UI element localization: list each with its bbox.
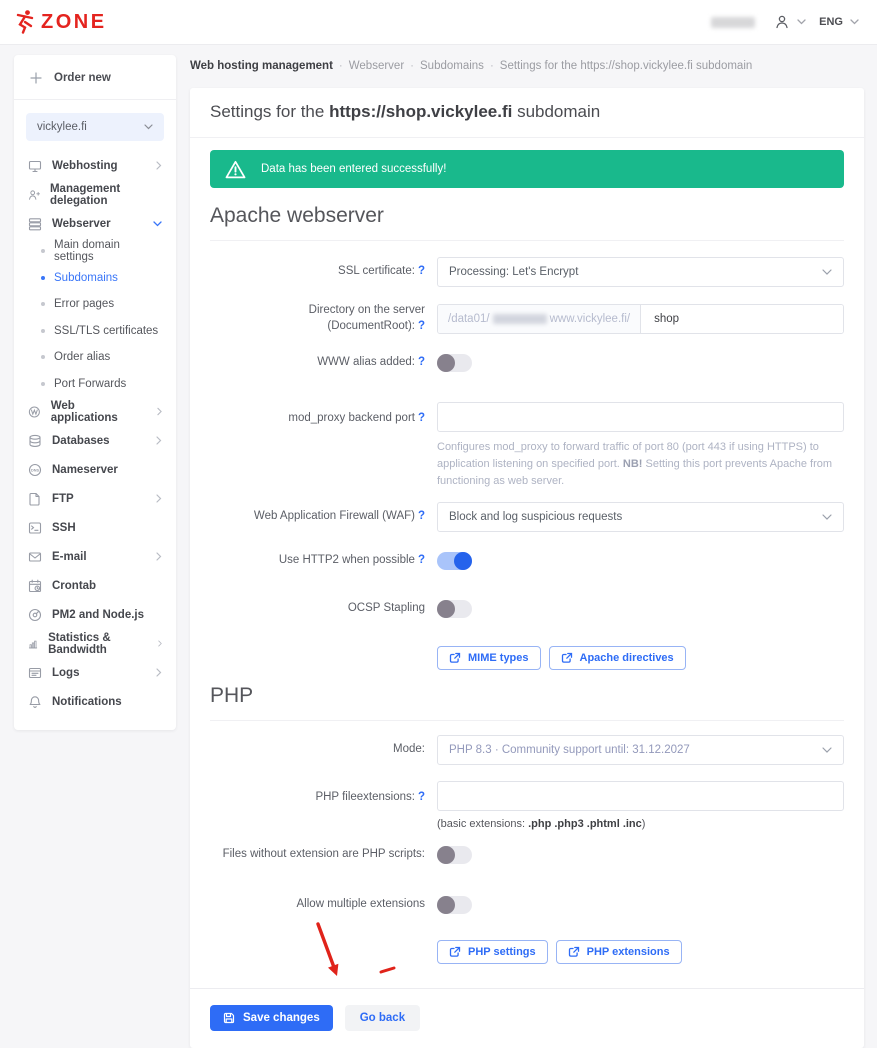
bar-chart-icon — [28, 637, 38, 651]
sidebar-item-web-applications[interactable] — [14, 397, 176, 426]
help-icon[interactable]: ? — [417, 510, 425, 523]
sidebar — [14, 55, 176, 730]
chevron-down-icon[interactable] — [850, 19, 859, 25]
sidebar-item-webserver[interactable] — [14, 209, 176, 238]
file-icon — [28, 492, 42, 506]
main-card — [190, 88, 864, 1048]
sidebar-item-email[interactable] — [14, 542, 176, 571]
language-selector[interactable]: ENG — [819, 16, 843, 28]
sidebar-item-webhosting[interactable] — [14, 151, 176, 180]
sidebar-item-nameserver[interactable] — [14, 455, 176, 484]
ssl-certificate-select[interactable] — [437, 257, 844, 287]
external-link-icon — [561, 652, 573, 664]
chevron-right-icon — [156, 494, 162, 503]
sidebar-subitem-order-alias[interactable] — [14, 344, 176, 371]
php-fileextensions-input[interactable] — [437, 781, 844, 811]
field-label: OCSP Stapling — [347, 602, 425, 615]
bullet-icon — [41, 355, 45, 359]
section-heading-apache: Apache webserver — [210, 204, 844, 241]
sidebar-item-label: Logs — [52, 666, 80, 679]
chevron-down-icon — [822, 514, 832, 520]
person-plus-icon — [28, 188, 40, 202]
sidebar-item-logs[interactable] — [14, 658, 176, 687]
plus-icon — [30, 72, 42, 84]
form-row-noext-scripts — [210, 846, 844, 864]
breadcrumb-item-current: Settings for the https://shop.vickylee.fi subdomain — [499, 60, 753, 72]
documentroot-field — [437, 304, 844, 334]
page-title-text: subdomain — [512, 102, 601, 121]
envelope-icon — [28, 550, 42, 564]
apache-directives-button[interactable]: Apache directives — [549, 646, 686, 670]
redacted-path — [493, 314, 547, 324]
bullet-icon — [41, 302, 45, 306]
breadcrumb-separator: · — [338, 60, 343, 72]
form-row-http2 — [210, 552, 844, 570]
sidebar-item-statistics-bandwidth[interactable] — [14, 629, 176, 658]
field-label: Files without extension are PHP scripts: — [222, 848, 425, 861]
sidebar-subitem-main-domain-settings[interactable] — [14, 238, 176, 265]
ocsp-toggle[interactable] — [437, 600, 472, 618]
breadcrumb-item[interactable]: Webserver — [348, 60, 405, 72]
domain-selector[interactable] — [26, 113, 164, 141]
sidebar-subitem-label: Error pages — [54, 298, 115, 311]
server-icon — [28, 217, 42, 231]
chevron-right-icon — [156, 161, 162, 170]
form-row-ocsp — [210, 600, 844, 618]
help-icon[interactable]: ? — [417, 356, 425, 369]
help-icon[interactable]: ? — [417, 319, 425, 332]
external-link-icon — [568, 946, 580, 958]
multiple-extensions-toggle[interactable] — [437, 896, 472, 914]
svg-text:DNS: DNS — [30, 468, 40, 472]
chevron-down-icon — [153, 221, 162, 227]
noext-scripts-toggle[interactable] — [437, 846, 472, 864]
logo-text: ZONE — [41, 10, 107, 33]
user-icon[interactable] — [774, 14, 790, 30]
waf-select[interactable] — [437, 502, 844, 532]
sidebar-item-label: Nameserver — [52, 463, 118, 476]
database-icon — [28, 434, 42, 448]
chevron-down-icon[interactable] — [797, 19, 806, 25]
bullet-icon — [41, 276, 45, 280]
field-label: mod_proxy backend port ? — [288, 412, 425, 425]
chevron-right-icon — [156, 436, 162, 445]
external-link-icon — [449, 652, 461, 664]
sidebar-subitem-ssl-tls-certificates[interactable] — [14, 318, 176, 345]
field-label: Allow multiple extensions — [296, 898, 425, 911]
apache-buttons-row — [437, 646, 844, 670]
form-row-waf — [210, 502, 844, 532]
toggle-knob — [437, 846, 455, 864]
documentroot-prefix: /data01/ www.vickylee.fi/ — [438, 305, 641, 333]
breadcrumb-separator: · — [489, 60, 494, 72]
form-row-multiple-extensions — [210, 896, 844, 914]
php-mode-value: PHP 8.3 · Community support until: 31.12.2027 — [449, 744, 690, 757]
monitor-icon — [28, 159, 42, 173]
sidebar-item-label: SSH — [52, 521, 76, 534]
help-icon[interactable]: ? — [417, 554, 425, 567]
external-link-icon — [449, 946, 461, 958]
form-row-modproxy-port — [210, 402, 844, 490]
php-fileextensions-help: (basic extensions: .php .php3 .phtml .inc) — [437, 818, 646, 831]
field-label: Use HTTP2 when possible ? — [278, 554, 425, 567]
sidebar-item-label: Databases — [52, 434, 110, 447]
help-icon[interactable]: ? — [417, 791, 425, 804]
sidebar-item-label: E-mail — [52, 550, 87, 563]
bullet-icon — [41, 382, 45, 386]
toggle-knob — [454, 552, 472, 570]
bell-icon — [28, 695, 42, 709]
save-changes-button[interactable]: Save changes — [210, 1005, 333, 1031]
modproxy-help-text: Configures mod_proxy to forward traffic of port 80 (port 443 if using HTTPS) to application listening on specified port. NB! Setting this port prevents Apache from functioning as web server. — [437, 441, 833, 488]
www-alias-toggle[interactable] — [437, 354, 472, 372]
sidebar-subitem-port-forwards[interactable] — [14, 371, 176, 398]
sidebar-item-label: Management delegation — [49, 182, 121, 207]
php-settings-button[interactable]: PHP settings — [437, 940, 548, 964]
bullet-icon — [41, 249, 45, 253]
calendar-clock-icon — [28, 579, 42, 593]
chevron-right-icon — [156, 552, 162, 561]
sidebar-subitem-subdomains[interactable] — [14, 265, 176, 292]
logs-icon — [28, 666, 42, 680]
success-alert — [210, 150, 844, 188]
top-bar — [0, 0, 877, 45]
sidebar-item-label: FTP — [52, 492, 74, 505]
section-heading-php: PHP — [210, 684, 844, 721]
page-title — [190, 88, 864, 138]
field-label: WWW alias added: ? — [317, 356, 425, 369]
breadcrumb-item[interactable]: Web hosting management — [190, 60, 333, 72]
form-row-php-fileextensions — [210, 781, 844, 830]
chevron-down-icon — [822, 269, 832, 275]
sidebar-item-label: Notifications — [52, 695, 122, 708]
sidebar-item-label: Web applications — [50, 399, 118, 424]
chevron-right-icon — [157, 407, 162, 416]
php-extensions-button[interactable]: PHP extensions — [556, 940, 682, 964]
toggle-knob — [437, 896, 455, 914]
breadcrumb-separator: · — [410, 60, 414, 72]
sidebar-item-label: Statistics & Bandwidth — [48, 631, 111, 656]
mime-types-button[interactable]: MIME types — [437, 646, 541, 670]
toggle-knob — [437, 354, 455, 372]
sidebar-subitem-label: SSL/TLS certificates — [54, 324, 159, 337]
order-new-label: Order new — [54, 72, 111, 84]
save-icon — [223, 1012, 235, 1024]
warning-triangle-icon — [225, 160, 246, 179]
domain-selector-value: vickylee.fi — [37, 121, 87, 133]
breadcrumb-item[interactable]: Subdomains — [420, 60, 484, 72]
sidebar-item-label: Webserver — [52, 217, 111, 230]
help-icon[interactable]: ? — [417, 265, 425, 278]
sidebar-subitem-error-pages[interactable] — [14, 291, 176, 318]
documentroot-input[interactable] — [641, 305, 843, 333]
field-label: PHP fileextensions: ? — [315, 791, 425, 804]
http2-toggle[interactable] — [437, 552, 472, 570]
breadcrumb — [190, 60, 870, 72]
sidebar-subitem-label: Subdomains — [54, 271, 118, 284]
redacted-username — [711, 17, 755, 28]
sidebar-item-label: PM2 and Node.js — [52, 608, 145, 621]
help-icon[interactable]: ? — [417, 412, 425, 425]
sidebar-item-databases[interactable] — [14, 426, 176, 455]
ssl-certificate-value: Processing: Let's Encrypt — [449, 266, 579, 278]
go-back-button[interactable]: Go back — [345, 1005, 420, 1031]
sidebar-subitem-label: Order alias — [54, 351, 111, 364]
chevron-down-icon — [144, 124, 153, 130]
sidebar-item-pm2-nodejs[interactable] — [14, 600, 176, 629]
sidebar-item-crontab[interactable] — [14, 571, 176, 600]
php-buttons-row — [437, 940, 844, 964]
waf-value: Block and log suspicious requests — [449, 511, 623, 524]
sidebar-subitem-label: Port Forwards — [54, 377, 127, 390]
form-row-php-mode — [210, 735, 844, 765]
toggle-knob — [437, 600, 455, 618]
sidebar-item-management-delegation[interactable] — [14, 180, 176, 209]
field-label: Mode: — [393, 743, 425, 756]
sidebar-item-ftp[interactable] — [14, 484, 176, 513]
sidebar-item-label: Crontab — [52, 579, 97, 592]
chevron-right-icon — [156, 668, 162, 677]
field-label: Directory on the server (DocumentRoot): ? — [308, 304, 425, 332]
field-label: Web Application Firewall (WAF) ? — [253, 510, 425, 523]
sidebar-item-ssh[interactable] — [14, 513, 176, 542]
wordpress-icon — [28, 405, 41, 419]
chevron-down-icon — [822, 747, 832, 753]
terminal-icon — [28, 521, 42, 535]
form-footer — [190, 988, 864, 1048]
alert-message: Data has been entered successfully! — [261, 163, 447, 175]
runner-icon — [14, 10, 36, 34]
page-title-url: https://shop.vickylee.fi — [329, 102, 513, 121]
form-row-documentroot — [210, 303, 844, 334]
php-mode-select[interactable] — [437, 735, 844, 765]
chevron-right-icon — [158, 639, 162, 648]
zone-logo[interactable] — [14, 10, 107, 34]
dns-icon — [28, 463, 42, 477]
sidebar-item-label: Webhosting — [52, 159, 118, 172]
form-row-ssl-certificate — [210, 257, 844, 287]
nodejs-icon — [28, 608, 42, 622]
bullet-icon — [41, 329, 45, 333]
field-label: SSL certificate: ? — [338, 265, 425, 278]
modproxy-port-input[interactable] — [437, 402, 844, 432]
form-row-www-alias — [210, 354, 844, 372]
order-new-button[interactable] — [14, 55, 176, 100]
sidebar-item-notifications[interactable] — [14, 687, 176, 716]
page-title-text: Settings for the — [210, 102, 330, 121]
sidebar-subitem-label: Main domain settings — [54, 239, 120, 264]
